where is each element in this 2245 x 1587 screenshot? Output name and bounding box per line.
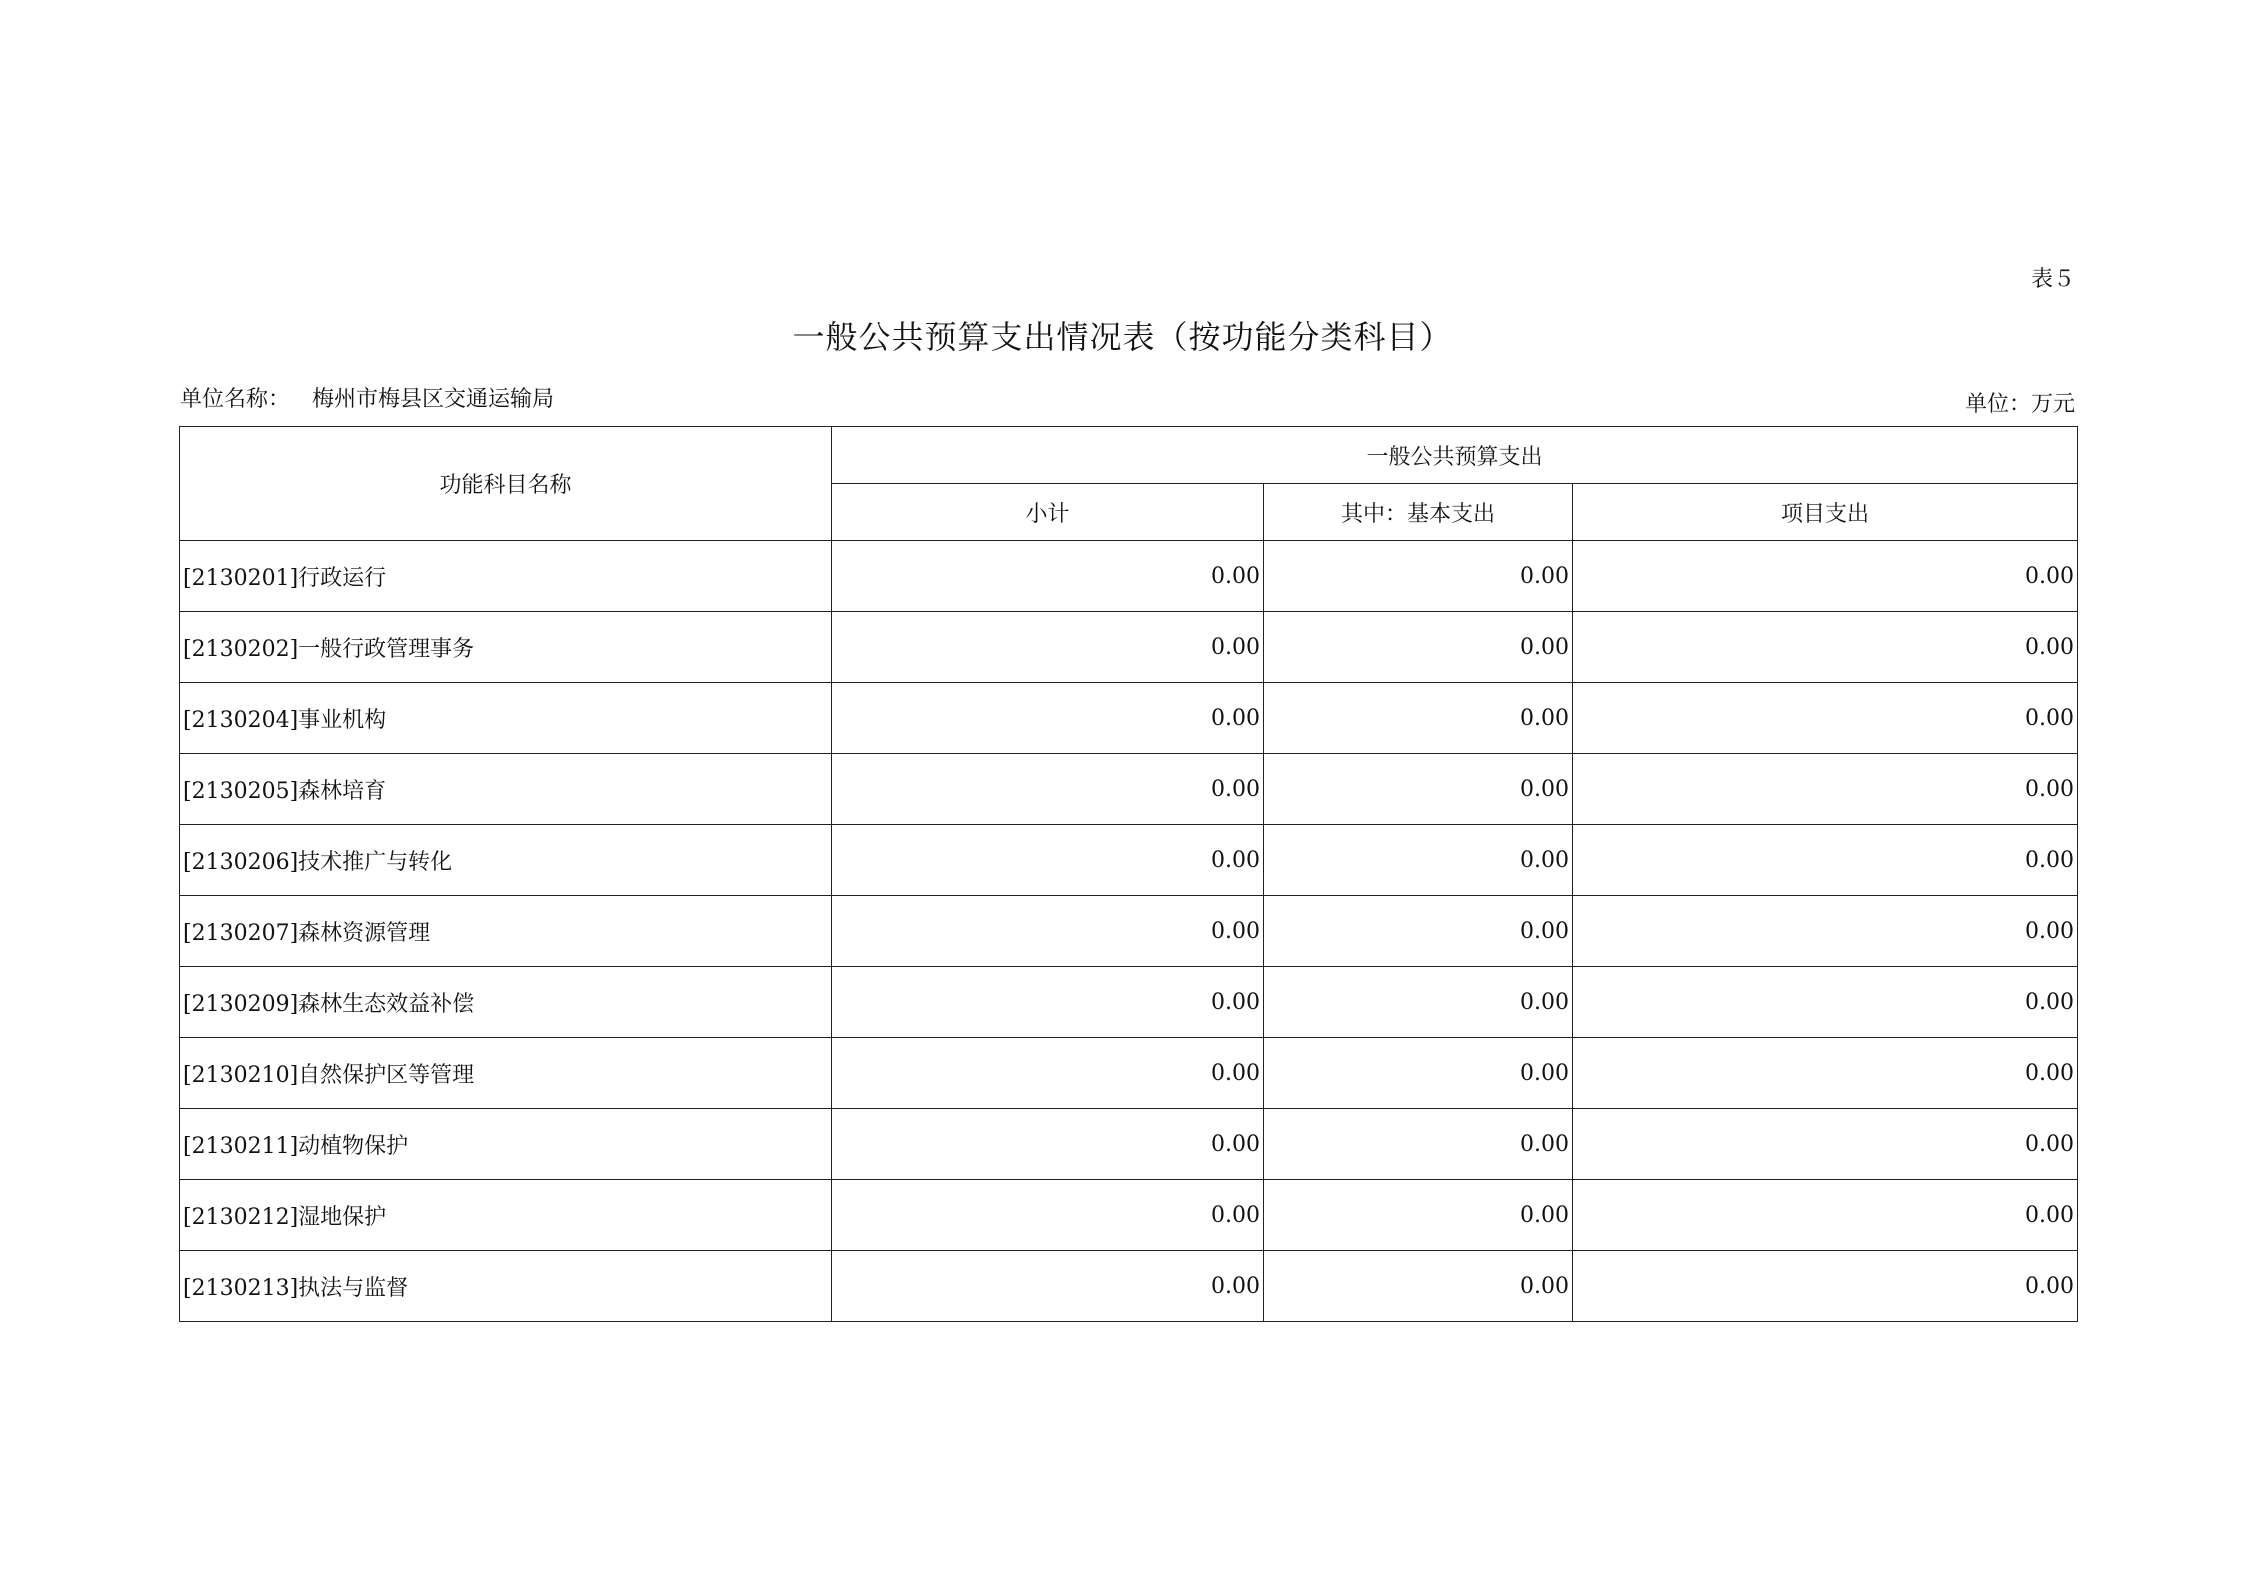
header-budget-group: 一般公共预算支出 — [832, 427, 2078, 484]
row-subtotal: 0.00 — [832, 541, 1264, 612]
row-project: 0.00 — [1573, 825, 2078, 896]
row-subtotal: 0.00 — [832, 754, 1264, 825]
table-row — [180, 754, 2078, 825]
row-name: [2130202]一般行政管理事务 — [180, 612, 832, 683]
table-row — [180, 612, 2078, 683]
page-title: 一般公共预算支出情况表（按功能分类科目） — [792, 318, 1453, 356]
row-project: 0.00 — [1573, 896, 2078, 967]
row-basic: 0.00 — [1264, 896, 1573, 967]
header-subtotal: 小计 — [832, 484, 1264, 541]
table-row — [180, 1180, 2078, 1251]
row-basic: 0.00 — [1264, 541, 1573, 612]
row-subtotal: 0.00 — [832, 683, 1264, 754]
row-subtotal: 0.00 — [832, 1109, 1264, 1180]
table-row — [180, 541, 2078, 612]
budget-table — [179, 426, 2078, 1322]
row-subtotal: 0.00 — [832, 1038, 1264, 1109]
header-function-name: 功能科目名称 — [180, 427, 832, 541]
unit-measure: 单位：万元 — [1964, 392, 2075, 417]
table-row — [180, 1251, 2078, 1322]
row-name: [2130207]森林资源管理 — [180, 896, 832, 967]
table-row — [180, 1038, 2078, 1109]
row-name: [2130206]技术推广与转化 — [180, 825, 832, 896]
unit-name — [180, 382, 554, 413]
row-basic: 0.00 — [1264, 967, 1573, 1038]
row-subtotal: 0.00 — [832, 1251, 1264, 1322]
row-name: [2130211]动植物保护 — [180, 1109, 832, 1180]
row-subtotal: 0.00 — [832, 1180, 1264, 1251]
row-basic: 0.00 — [1264, 612, 1573, 683]
row-project: 0.00 — [1573, 683, 2078, 754]
row-basic: 0.00 — [1264, 1180, 1573, 1251]
row-project: 0.00 — [1573, 754, 2078, 825]
table-row — [180, 967, 2078, 1038]
row-basic: 0.00 — [1264, 1251, 1573, 1322]
row-project: 0.00 — [1573, 541, 2078, 612]
header-project: 项目支出 — [1573, 484, 2078, 541]
row-project: 0.00 — [1573, 612, 2078, 683]
row-name: [2130210]自然保护区等管理 — [180, 1038, 832, 1109]
row-project: 0.00 — [1573, 1109, 2078, 1180]
unit-name-label: 单位名称： — [180, 387, 291, 412]
row-basic: 0.00 — [1264, 754, 1573, 825]
row-name: [2130213]执法与监督 — [180, 1251, 832, 1322]
unit-name-value: 梅州市梅县区交通运输局 — [312, 387, 555, 412]
row-basic: 0.00 — [1264, 1109, 1573, 1180]
row-subtotal: 0.00 — [832, 612, 1264, 683]
row-subtotal: 0.00 — [832, 896, 1264, 967]
row-name: [2130204]事业机构 — [180, 683, 832, 754]
row-basic: 0.00 — [1264, 825, 1573, 896]
table-row — [180, 896, 2078, 967]
row-name: [2130212]湿地保护 — [180, 1180, 832, 1251]
table-number: 表５ — [2030, 267, 2075, 292]
row-basic: 0.00 — [1264, 1038, 1573, 1109]
row-name: [2130205]森林培育 — [180, 754, 832, 825]
row-project: 0.00 — [1573, 967, 2078, 1038]
header-basic: 其中：基本支出 — [1264, 484, 1573, 541]
row-subtotal: 0.00 — [832, 825, 1264, 896]
row-project: 0.00 — [1573, 1180, 2078, 1251]
row-name: [2130201]行政运行 — [180, 541, 832, 612]
row-name: [2130209]森林生态效益补偿 — [180, 967, 832, 1038]
row-basic: 0.00 — [1264, 683, 1573, 754]
row-subtotal: 0.00 — [832, 967, 1264, 1038]
table-row — [180, 1109, 2078, 1180]
table-row — [180, 683, 2078, 754]
row-project: 0.00 — [1573, 1038, 2078, 1109]
table-row — [180, 825, 2078, 896]
row-project: 0.00 — [1573, 1251, 2078, 1322]
